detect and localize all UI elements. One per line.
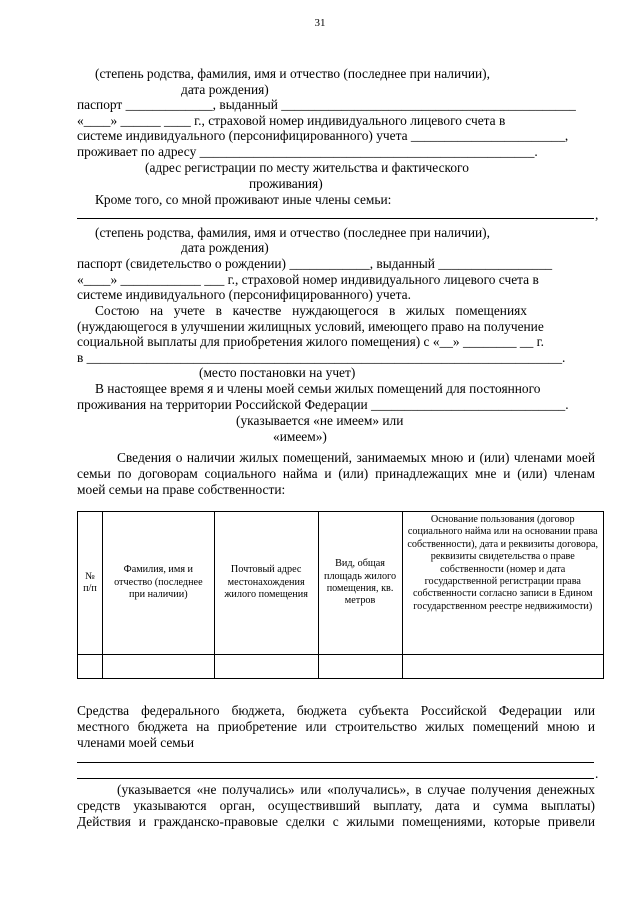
funds-line-2: местного бюджета на приобретение или строительство жилых помещений мною и bbox=[77, 719, 595, 734]
other-members-heading: Кроме того, со мной проживают иные члены семьи: bbox=[95, 192, 392, 207]
table-cell bbox=[78, 655, 103, 679]
info-line-1: Сведения о наличии жилых помещений, занимаемых мною и (или) членами моей bbox=[117, 450, 595, 465]
snils-line-1: «____» ______ ____ г., страховой номер индивидуального лицевого счета в bbox=[77, 113, 506, 128]
system-line-2: системе индивидуального (персонифицированного) учета. bbox=[77, 287, 411, 302]
table-cell bbox=[318, 655, 402, 679]
header-basis: Основание пользования (договор социального найма или на основании права собственности), дата и реквизиты договора, реквизиты свидетельства о праве собственности (номер и дата государственной регистрации права собственности согласно записи в Едином государственном реестре недвижимости) bbox=[402, 512, 604, 655]
funds-line-4: Действия и гражданско-правовые сделки с жилыми помещениями, которые привели bbox=[77, 814, 595, 829]
address-line: проживает по адресу __________________________________________________. bbox=[77, 144, 538, 159]
table-cell bbox=[402, 655, 604, 679]
funds-line-3: членами моей семьи bbox=[77, 735, 195, 750]
funds-line-1: Средства федерального бюджета, бюджета субъекта Российской Федерации или bbox=[77, 703, 595, 718]
funds-note-1: (указывается «не получались» или «получались», в случае получения денежных bbox=[117, 782, 595, 797]
table-header-row bbox=[78, 512, 604, 655]
housing-table bbox=[77, 511, 604, 679]
note-registration-place: (место постановки на учет) bbox=[199, 365, 356, 380]
note-dob-2: дата рождения) bbox=[181, 240, 269, 255]
member-line-comma: , bbox=[595, 207, 599, 222]
passport-line-1: паспорт _____________, выданный ____________________________________________ bbox=[77, 97, 576, 112]
info-line-3: моей семьи на праве собственности: bbox=[77, 482, 286, 497]
header-area: Вид, общая площадь жилого помещения, кв. метров bbox=[318, 512, 402, 655]
note-have-1: (указывается «не имеем» или bbox=[236, 413, 404, 428]
funds-fill-line-2 bbox=[77, 778, 594, 779]
current-line-1: В настоящее время я и члены моей семьи жилых помещений для постоянного bbox=[95, 381, 541, 396]
note-registration-address: (адрес регистрации по месту жительства и фактического bbox=[145, 160, 469, 175]
info-line-2: семьи по договорам социального найма и (или) принадлежащих мне и (или) членам bbox=[77, 466, 595, 481]
funds-period: . bbox=[595, 766, 599, 781]
table-row bbox=[78, 655, 604, 679]
passport-line-2: паспорт (свидетельство о рождении) ____________, выданный _________________ bbox=[77, 256, 553, 271]
note-dob-1: дата рождения) bbox=[181, 82, 269, 97]
registration-line-4: в _______________________________________________________________________. bbox=[77, 350, 566, 365]
registration-line-2: (нуждающегося в улучшении жилищных условий, имеющего право на получение bbox=[77, 319, 544, 334]
page-number: 31 bbox=[314, 17, 326, 29]
registration-line-1: Состою на учете в качестве нуждающегося в жилых помещениях bbox=[95, 303, 527, 318]
note-kin-2: (степень родства, фамилия, имя и отчество (последнее при наличии), bbox=[95, 225, 490, 240]
note-have-2: «имеем») bbox=[273, 429, 327, 444]
header-full-name: Фамилия, имя и отчество (последнее при наличии) bbox=[102, 512, 214, 655]
header-address: Почтовый адрес местонахождения жилого помещения bbox=[214, 512, 318, 655]
table-cell bbox=[102, 655, 214, 679]
note-kin-1: (степень родства, фамилия, имя и отчество (последнее при наличии), bbox=[95, 66, 490, 81]
system-line-1: системе индивидуального (персонифицированного) учета _______________________, bbox=[77, 128, 569, 143]
snils-line-2: «____» ____________ ___ г., страховой номер индивидуального лицевого счета в bbox=[77, 272, 539, 287]
funds-note-2: средств указываются орган, осуществивший выплату, дата и сумма выплаты) bbox=[77, 798, 595, 813]
header-number: № п/п bbox=[78, 512, 103, 655]
note-living: проживания) bbox=[249, 176, 323, 191]
member-fill-line bbox=[77, 218, 594, 219]
registration-line-3: социальной выплаты для приобретения жилого помещения) с «__» ________ __ г. bbox=[77, 334, 544, 349]
table-cell bbox=[214, 655, 318, 679]
funds-fill-line-1 bbox=[77, 762, 594, 763]
current-line-2: проживания на территории Российской Федерации _____________________________. bbox=[77, 397, 569, 412]
